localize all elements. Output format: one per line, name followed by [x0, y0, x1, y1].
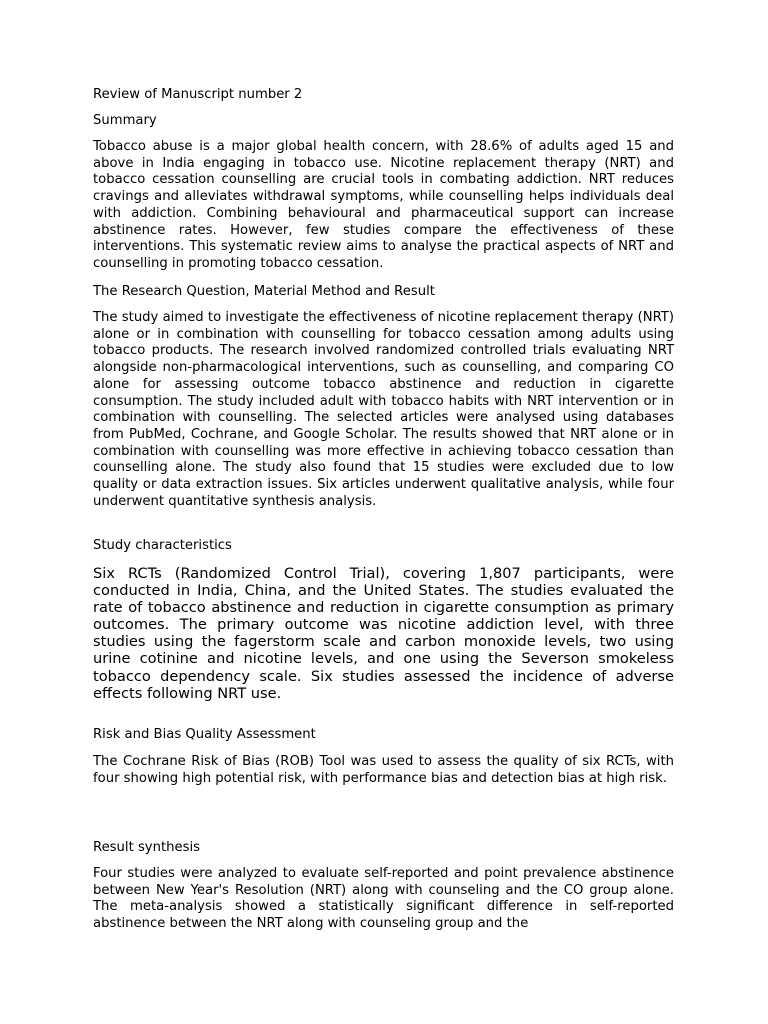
risk-heading: Risk and Bias Quality Assessment	[93, 727, 316, 742]
document-title: Review of Manuscript number 2	[93, 87, 303, 102]
characteristics-paragraph: Six RCTs (Randomized Control Trial), covering 1,807 participants, were conducted in India, China, and the United States. The studies evaluated the rate of tobacco abstinence and reduction in cigarette consumption as primary outcomes. The primary outcome was nicotine addiction level, with three studies using the fagerstorm scale and carbon monoxide levels, two using urine cotinine and nicotine levels, and one using the Severson smokeless tobacco dependency scale. Six studies assessed the incidence of adverse effects following NRT use.	[93, 565, 674, 702]
characteristics-heading: Study characteristics	[93, 538, 232, 553]
research-paragraph: The study aimed to investigate the effectiveness of nicotine replacement therapy (NRT) alone or in combination with counselling for tobacco cessation among adults using tobacco products. The research involved randomized controlled trials evaluating NRT alongside non-pharmacological interventions, such as counselling, and comparing CO alone for assessing outcome tobacco abstinence and reduction in cigarette consumption. The study included adult with tobacco habits with NRT intervention or in combination with counselling. The selected articles were analysed using databases from PubMed, Cochrane, and Google Scholar. The results showed that NRT alone or in combination with counselling was more effective in achieving tobacco cessation than counselling alone. The study also found that 15 studies were excluded due to low quality or data extraction issues. Six articles underwent qualitative analysis, while four underwent quantitative synthesis analysis.	[93, 310, 674, 509]
synthesis-heading: Result synthesis	[93, 840, 201, 855]
summary-paragraph: Tobacco abuse is a major global health concern, with 28.6% of adults aged 15 and above in India engaging in tobacco use. Nicotine replacement therapy (NRT) and tobacco cessation counselling are crucial tools in combating addiction. NRT reduces cravings and alleviates withdrawal symptoms, while counselling helps individuals deal with addiction. Combining behavioural and pharmaceutical support can increase abstinence rates. However, few studies compare the effectiveness of these interventions. This systematic review aims to analyse the practical aspects of NRT and counselling in promoting tobacco cessation.	[93, 139, 674, 271]
research-heading: The Research Question, Material Method and Result	[93, 284, 435, 299]
risk-paragraph: The Cochrane Risk of Bias (ROB) Tool was used to assess the quality of six RCTs, with four showing high potential risk, with performance bias and detection bias at high risk.	[93, 754, 674, 786]
summary-heading: Summary	[93, 113, 157, 128]
synthesis-paragraph: Four studies were analyzed to evaluate self-reported and point prevalence abstinence between New Year's Resolution (NRT) along with counseling and the CO group alone. The meta-analysis showed a statistically significant difference in self-reported abstinence between the NRT along with counseling group and the	[93, 866, 674, 932]
